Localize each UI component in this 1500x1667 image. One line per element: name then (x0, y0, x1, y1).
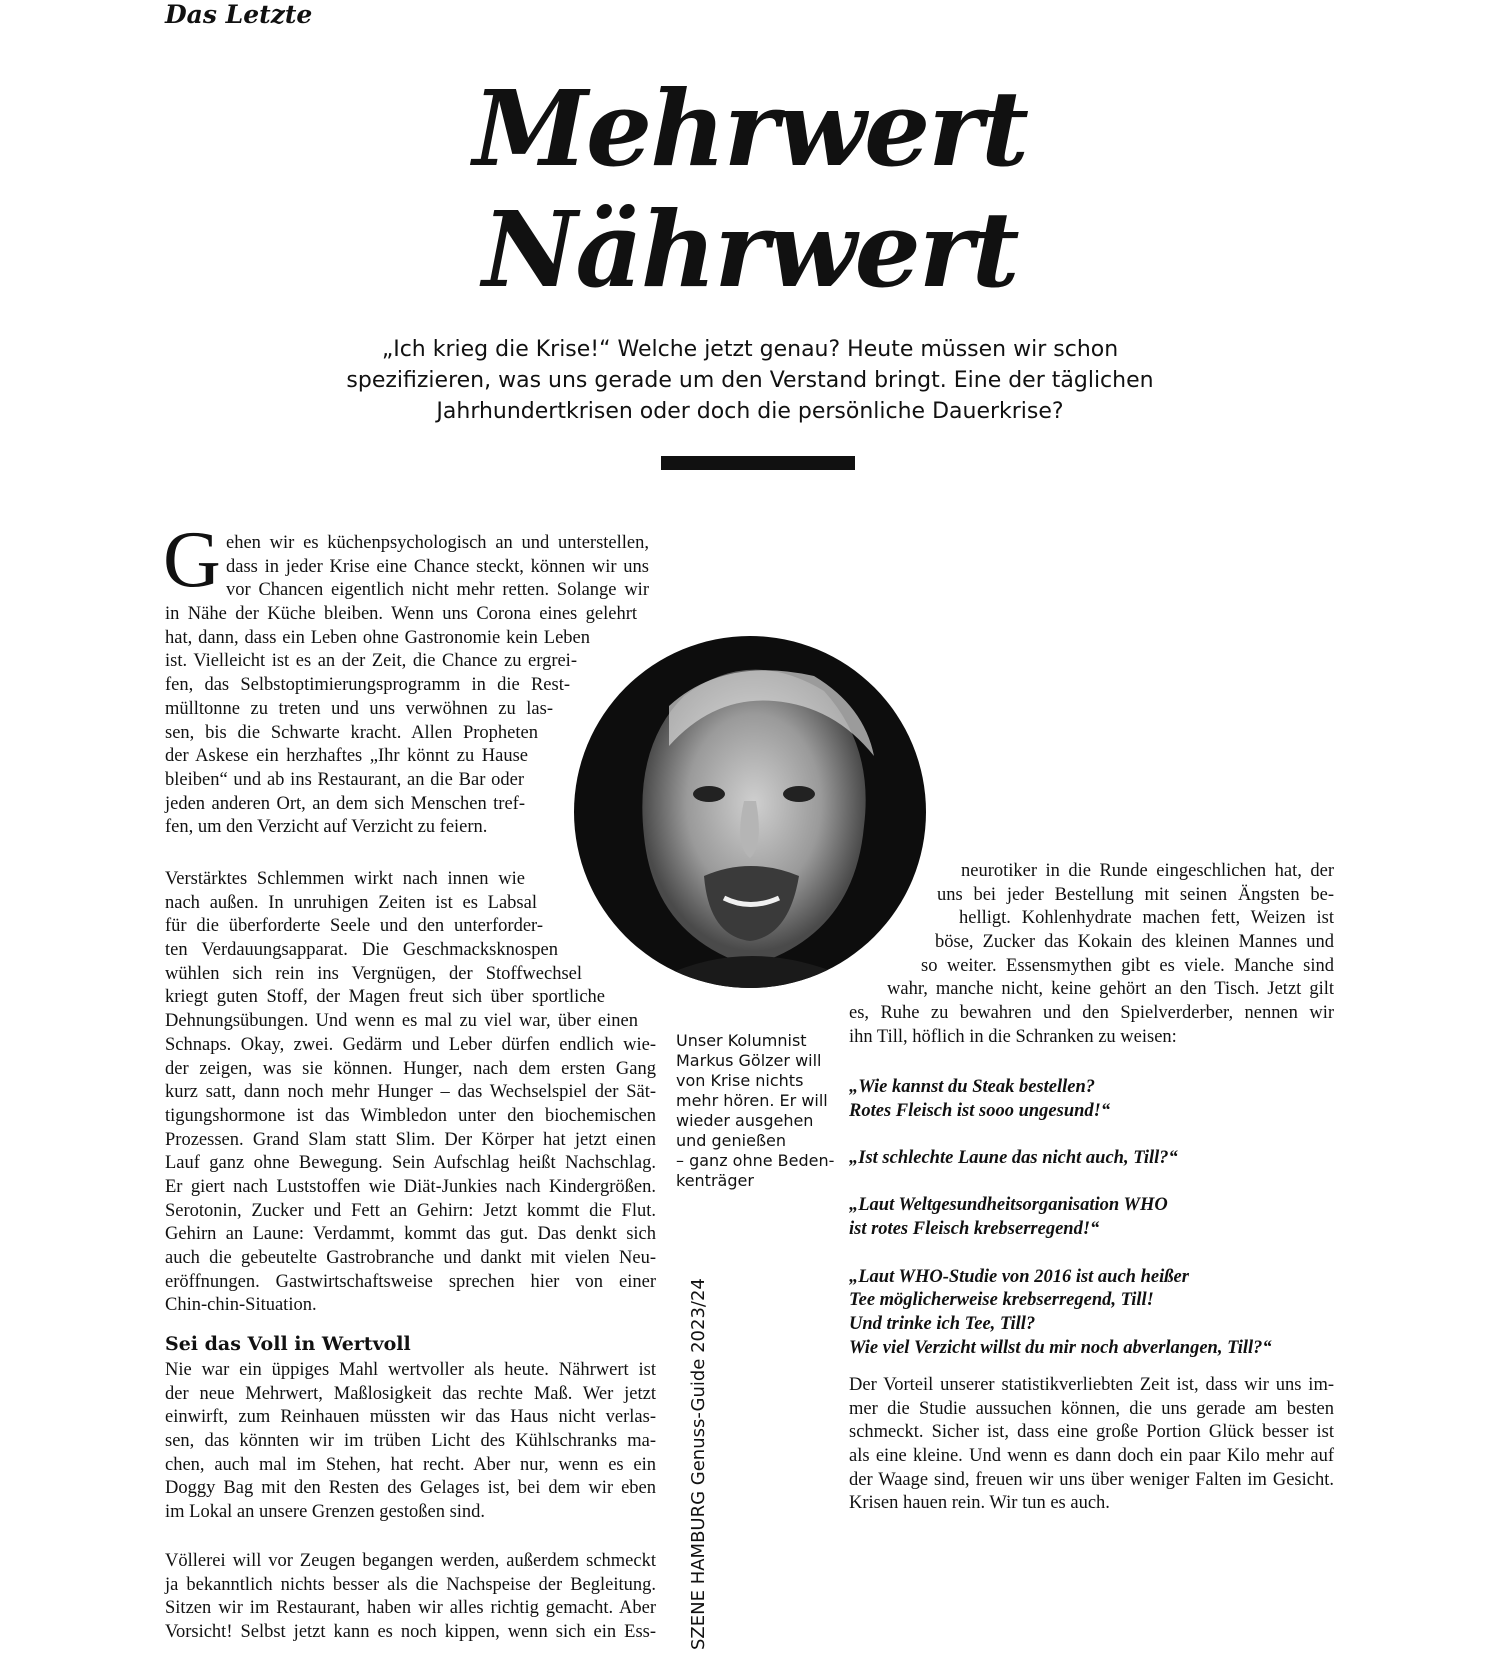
caption-line: Markus Gölzer will (676, 1051, 822, 1070)
text-line: bleiben“ und ab ins Restaurant, an die Bar oder (165, 769, 524, 790)
text-line: eröffnungen. Gastwirtschaftsweise sprechen hier von einer (165, 1271, 656, 1292)
text-line: es, Ruhe zu bewahren und den Spielverderber, nennen wir (849, 1003, 1334, 1024)
text-line: in Nähe der Küche bleiben. Wenn uns Corona eines gelehrt (165, 604, 637, 625)
lead-line: spezifizieren, was uns gerade um den Verstand bringt. Eine der täglichen (346, 368, 1154, 393)
drop-cap: G (163, 516, 221, 604)
text-line: mülltonne zu treten und uns verwöhnen zu las- (165, 698, 553, 719)
text-line: jeden anderen Ort, an dem sich Menschen tref- (165, 793, 525, 814)
text-line: Lauf ganz ohne Bewegung. Sein Aufschlag heißt Nachschlag. (165, 1153, 656, 1174)
lead-line: Jahrhundertkrisen oder doch die persönliche Dauerkrise? (436, 399, 1064, 424)
caption-line: und genießen (676, 1131, 787, 1150)
headline-line: Nährwert (482, 188, 1018, 311)
publication-footer: SZENE HAMBURG Genuss-Guide 2023/24 (688, 1278, 709, 1650)
text-line: neurotiker in die Runde eingeschlichen hat, der (961, 861, 1334, 881)
subheading: Sei das Voll in Wertvoll (165, 1333, 411, 1355)
text-line: tigungshormone ist das Wimbledon unter den biochemischen (165, 1105, 656, 1126)
quote-line: Und trinke ich Tee, Till? (849, 1313, 1036, 1334)
lead-line: „Ich krieg die Krise!“ Welche jetzt genau? Heute müssen wir schon (381, 337, 1119, 362)
quote-line: „Wie kannst du Steak bestellen? (849, 1077, 1096, 1097)
text-line: Er giert nach Luststoffen wie Diät-Junkies nach Kindergrößen. (165, 1176, 656, 1197)
text-line: Verstärktes Schlemmen wirkt nach innen wie (165, 869, 525, 889)
caption-line: von Krise nichts (676, 1071, 804, 1090)
text-line: Gehirn an Laune: Verdammt, kommt das gut. Das denkt sich (165, 1224, 656, 1245)
text-line: ten Verdauungsapparat. Die Geschmacksknospen (165, 940, 558, 961)
text-line: sen, bis die Schwarte kracht. Allen Propheten (165, 722, 538, 743)
caption-line: kenträger (676, 1171, 754, 1190)
caption-line: Unser Kolumnist (676, 1031, 807, 1050)
quote-line: „Laut Weltgesundheitsorganisation WHO (849, 1195, 1168, 1216)
quote-line: „Laut WHO-Studie von 2016 ist auch heißer (849, 1266, 1189, 1287)
text-line: auch die gebeutelte Gastrobranche und dankt mit vielen Neu- (165, 1248, 656, 1268)
quote-line: Rotes Fleisch ist sooo ungesund!“ (849, 1100, 1111, 1121)
caption-line: – ganz ohne Beden- (676, 1151, 835, 1170)
section-label: Das Letzte (165, 0, 313, 29)
headline-line: Mehrwert (472, 67, 1028, 190)
text-line: Prozessen. Grand Slam statt Slim. Der Körper hat jetzt einen (165, 1129, 656, 1150)
article-paragraph (165, 1550, 656, 1645)
text-line: ehen wir es küchenpsychologisch an und unterstellen, (226, 533, 649, 553)
text-line: Schnaps. Okay, zwei. Gedärm und Leber dürfen endlich wie- (165, 1034, 656, 1055)
photo-caption (676, 1031, 834, 1191)
text-line: fen, das Selbstoptimierungsprogramm in die Rest- (165, 675, 570, 696)
text-line: chen, auch mal im Stehen, hat recht. Aber nur, wenn es ein (165, 1454, 656, 1475)
text-line: so weiter. Essensmythen gibt es viele. Manche sind (921, 955, 1334, 976)
text-line: mer die Studie aussuchen können, die uns gerade am besten (849, 1398, 1334, 1419)
text-line: Serotonin, Zucker und Fett an Gehirn: Jetzt kommt die Flut. (165, 1200, 656, 1221)
text-line: für die überforderte Seele und den unterforder- (165, 916, 543, 937)
article-paragraph (849, 860, 1334, 1050)
text-line: sen, das könnten wir im trüben Licht des Kühlschranks ma- (165, 1431, 656, 1452)
text-line: einwirft, zum Reinhauen müssten wir das Haus nicht verlas- (165, 1407, 656, 1428)
text-line: Sitzen wir im Restaurant, haben wir alles richtig gemacht. Aber (165, 1598, 656, 1619)
text-line: kriegt guten Stoff, der Magen freut sich über sportliche (165, 987, 605, 1008)
text-line: als eine kleine. Und wenn es dann doch ein paar Kilo mehr auf (849, 1446, 1334, 1467)
article-paragraph (165, 1359, 656, 1525)
quote-line: „Ist schlechte Laune das nicht auch, Till?“ (849, 1148, 1178, 1169)
lead-paragraph (330, 334, 1170, 427)
dialogue-quotes (849, 1076, 1272, 1360)
text-line: helligt. Kohlenhydrate machen fett, Weizen ist (959, 908, 1334, 929)
text-line: Nie war ein üppiges Mahl wertvoller als heute. Nährwert ist (165, 1360, 656, 1380)
text-line: Völlerei will vor Zeugen begangen werden, außerdem schmeckt (165, 1551, 656, 1571)
text-line: wühlen sich rein ins Vergnügen, der Stoffwechsel (165, 963, 582, 984)
divider-bar (661, 456, 855, 470)
quote-line: Wie viel Verzicht willst du mir noch abverlangen, Till?“ (849, 1337, 1272, 1358)
text-line: wahr, manche nicht, keine gehört an den Tisch. Jetzt gilt (887, 979, 1334, 1000)
text-line: ja bekanntlich nichts besser als die Nachspeise der Begleitung. (165, 1574, 656, 1595)
text-line: ist. Vielleicht ist es an der Zeit, die Chance zu ergrei- (165, 651, 577, 672)
text-line: Dehnungsübungen. Und wenn es mal zu viel war, über einen (165, 1011, 638, 1032)
text-line: der Askese ein herzhaftes „Ihr könnt zu Hause (165, 746, 528, 767)
text-line: Doggy Bag mit den Resten des Gelages ist, bei dem wir eben (165, 1478, 656, 1499)
text-line: schmeckt. Sicher ist, dass eine große Portion Glück besser ist (849, 1422, 1334, 1443)
text-line: Vorsicht! Selbst jetzt kann es noch kippen, wenn sich ein Ess- (165, 1622, 656, 1643)
text-line: böse, Zucker das Kokain des kleinen Mannes und (935, 932, 1334, 953)
text-line: Krisen hauen rein. Wir tun es auch. (849, 1493, 1110, 1514)
caption-line: wieder ausgehen (676, 1111, 814, 1130)
text-line: fen, um den Verzicht auf Verzicht zu feiern. (165, 817, 488, 838)
quote-line: Tee möglicherweise krebserregend, Till! (849, 1290, 1154, 1311)
quote-line: ist rotes Fleisch krebserregend!“ (849, 1219, 1100, 1240)
text-line: vor Chancen eigentlich nicht mehr retten. Solange wir (226, 580, 649, 601)
text-line: der Waage sind, freuen wir uns über weniger Falten im Gesicht. (849, 1469, 1334, 1490)
text-line: uns bei jeder Bestellung mit seinen Ängsten be- (937, 884, 1334, 905)
text-line: hat, dann, dass ein Leben ohne Gastronomie kein Leben (165, 627, 590, 648)
text-line: der neue Mehrwert, Maßlosigkeit das rechte Maß. Wer jetzt (165, 1383, 656, 1404)
text-line: kurz satt, dann noch mehr Hunger – das Wechselspiel der Sät- (165, 1082, 656, 1103)
text-line: dass in jeder Krise eine Chance steckt, können wir uns (226, 556, 649, 577)
text-line: der zeigen, was sie können. Hunger, nach dem ersten Gang (165, 1058, 656, 1079)
text-line: Der Vorteil unserer statistikverliebten Zeit ist, dass wir uns im- (849, 1375, 1334, 1395)
text-line: Chin-chin-Situation. (165, 1295, 317, 1316)
text-line: im Lokal an unsere Grenzen gestoßen sind. (165, 1502, 486, 1523)
text-line: ihn Till, höflich in die Schranken zu weisen: (849, 1026, 1177, 1047)
headline (0, 68, 1500, 310)
text-line: nach außen. In unruhigen Zeiten ist es Labsal (165, 892, 537, 913)
article-paragraph (849, 1374, 1334, 1516)
caption-line: mehr hören. Er will (676, 1091, 828, 1110)
